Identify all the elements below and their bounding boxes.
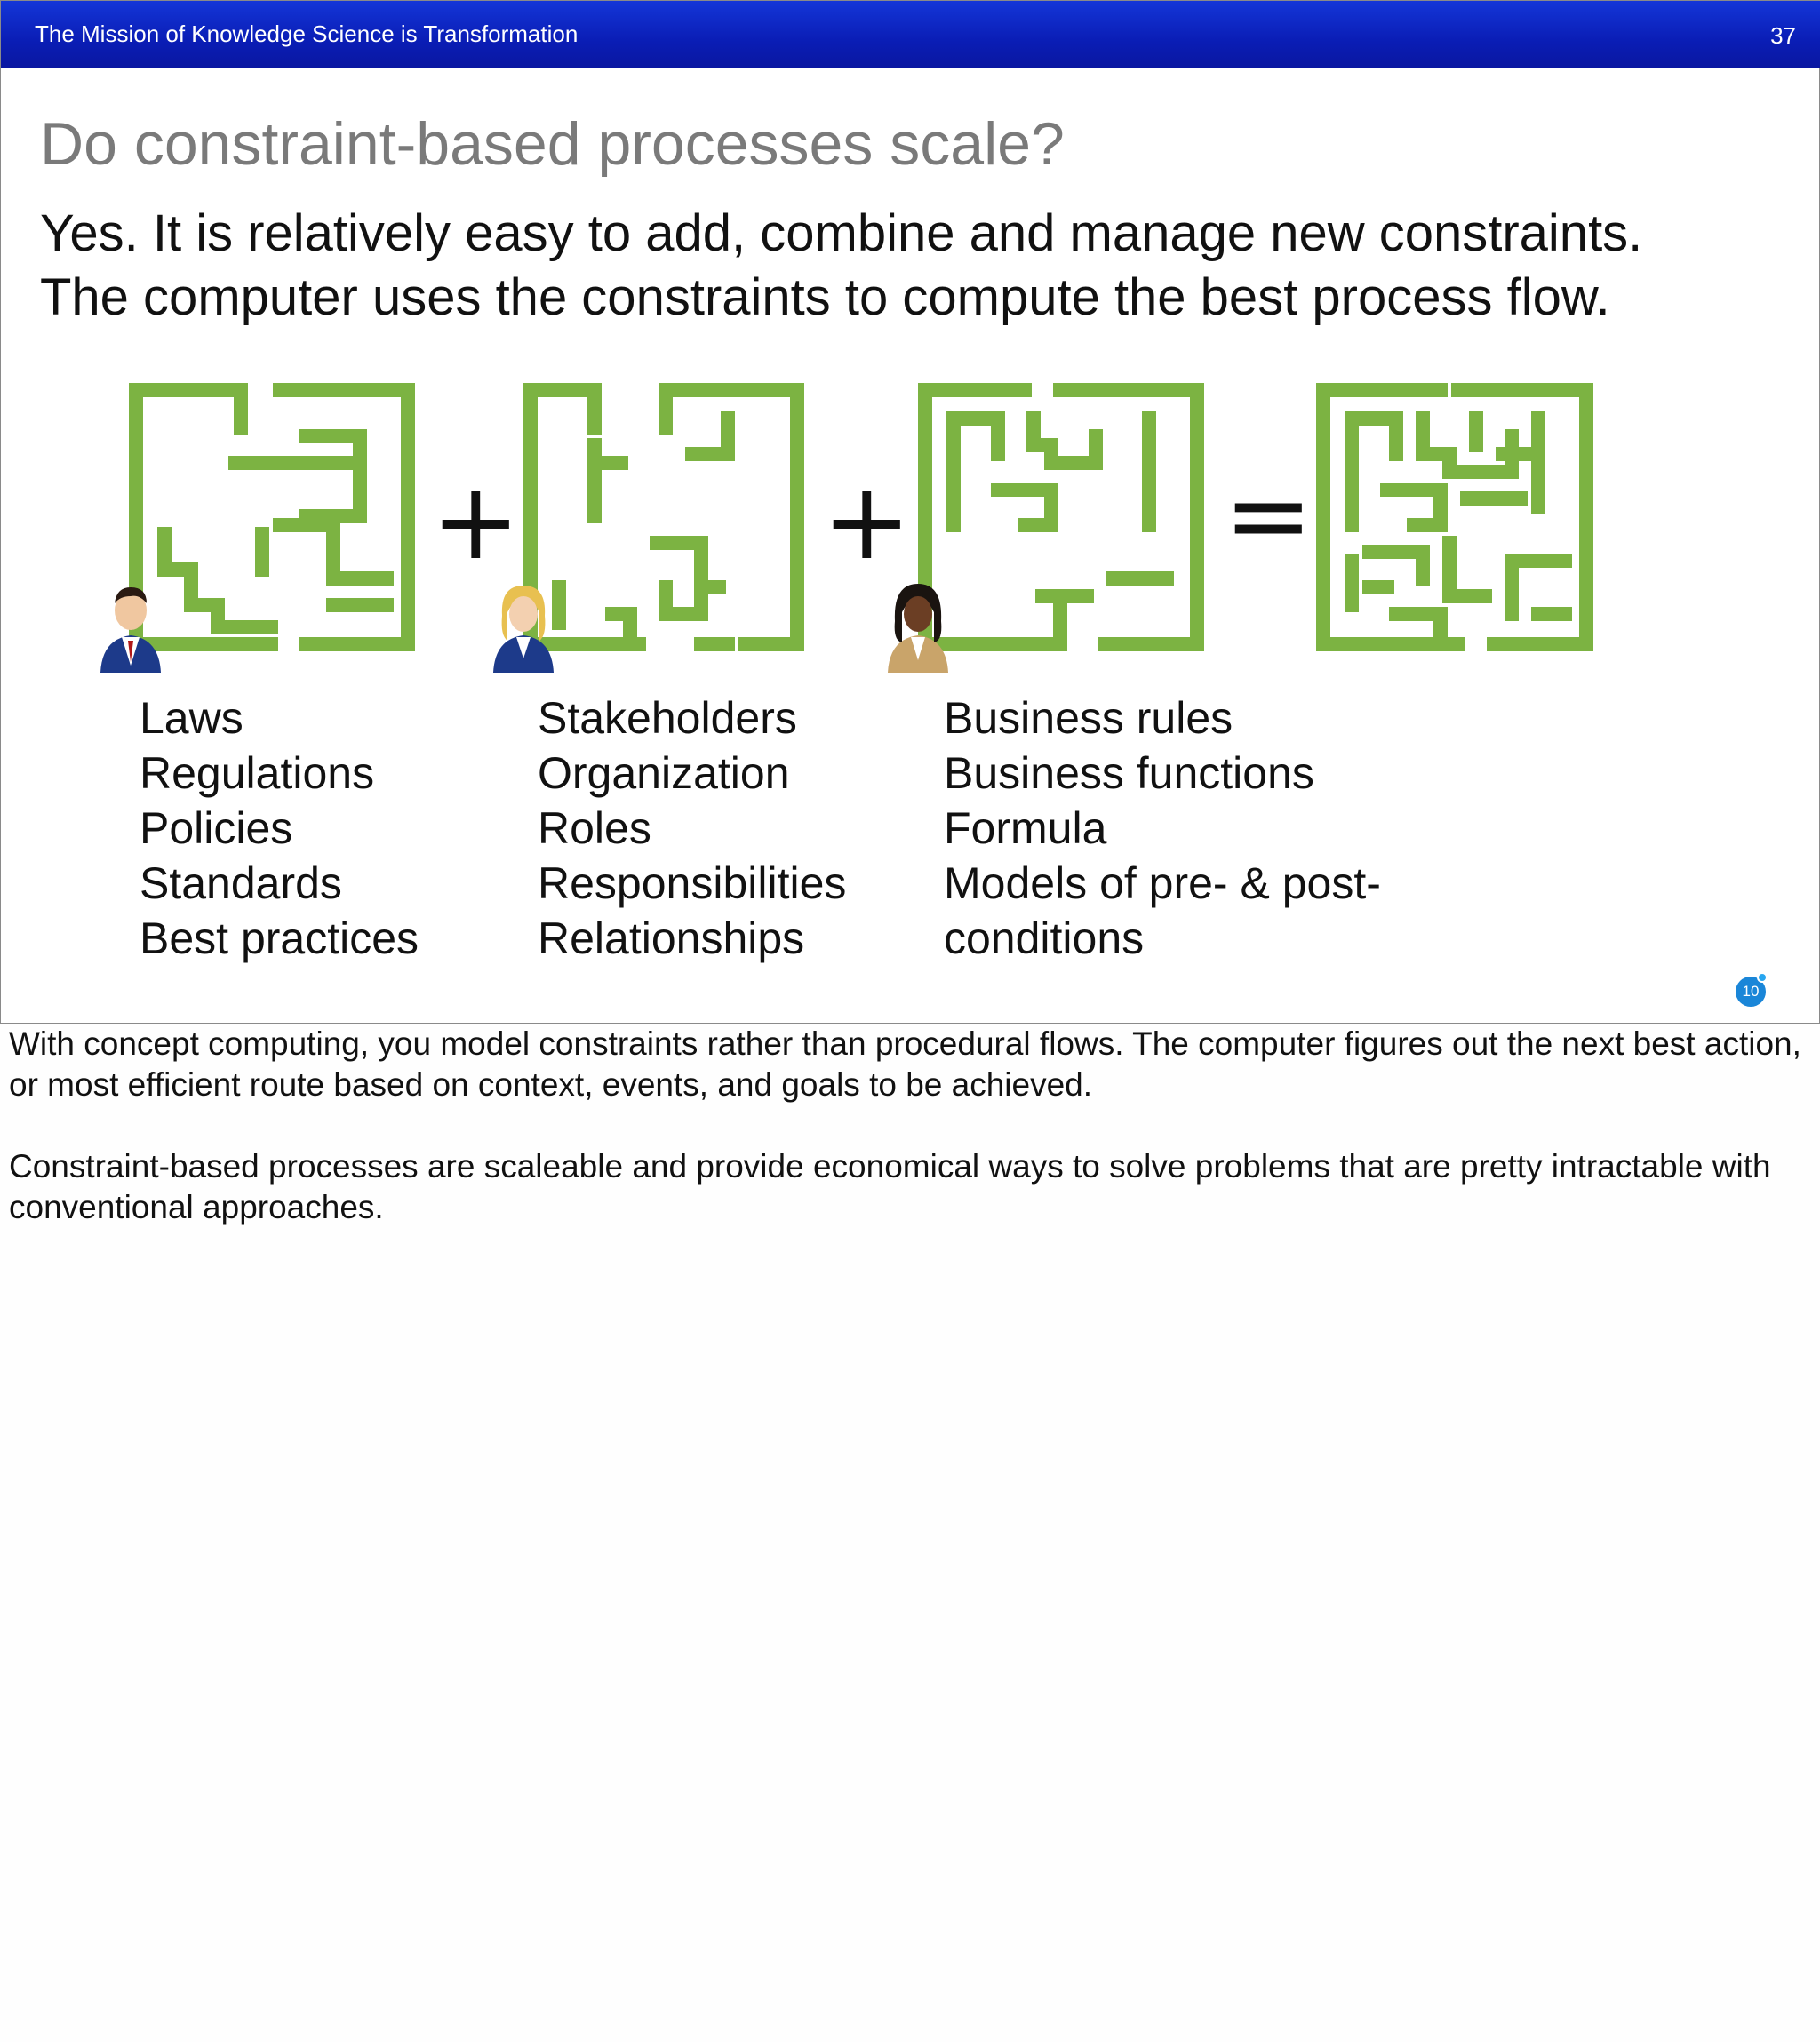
slide-badge: 10 bbox=[1736, 977, 1766, 1007]
slide-subtitle bbox=[40, 202, 1642, 330]
maze-business-rules-image bbox=[918, 383, 1204, 651]
page-number: 37 bbox=[1770, 22, 1796, 49]
header-bar bbox=[1, 1, 1820, 68]
equals-operator: = bbox=[1224, 454, 1313, 578]
list-business-rules bbox=[944, 690, 1381, 966]
plus-operator-2: + bbox=[822, 460, 912, 584]
list-item: Roles bbox=[538, 803, 651, 853]
maze-laws-image bbox=[129, 383, 415, 651]
blonde-woman-icon bbox=[488, 577, 559, 679]
man-in-suit-icon bbox=[95, 577, 166, 679]
maze-combined-image bbox=[1316, 383, 1593, 651]
badge-dot-icon bbox=[1757, 972, 1768, 983]
plus-operator-1: + bbox=[431, 460, 521, 584]
maze-stakeholders-image bbox=[523, 383, 804, 651]
notes-paragraph-1: With concept computing, you model constraints rather than procedural flows. The computer figures out the next best action, or most efficient route based on context, events, and goals to be achieved. bbox=[9, 1025, 1801, 1103]
list-item: Relationships bbox=[538, 913, 805, 963]
list-stakeholders bbox=[538, 690, 846, 966]
list-item: Laws bbox=[140, 693, 243, 743]
list-laws bbox=[140, 690, 419, 966]
list-item: Business rules bbox=[944, 693, 1233, 743]
slide-title: Do constraint-based processes scale? bbox=[40, 110, 1065, 178]
list-item: Policies bbox=[140, 803, 293, 853]
notes-paragraph-2: Constraint-based processes are scaleable and provide economical ways to solve problems that are pretty intractable with conventional approaches. bbox=[9, 1148, 1771, 1225]
header-title: The Mission of Knowledge Science is Transformation bbox=[35, 20, 579, 47]
dark-haired-woman-icon bbox=[882, 577, 954, 679]
list-item: Models of pre- & post- bbox=[944, 858, 1381, 908]
speaker-notes bbox=[9, 1024, 1804, 1269]
list-item: Organization bbox=[538, 748, 790, 798]
list-item: Standards bbox=[140, 858, 342, 908]
subtitle-line-1: Yes. It is relatively easy to add, combine and manage new constraints. bbox=[40, 204, 1643, 262]
list-item: conditions bbox=[944, 913, 1145, 963]
list-item: Responsibilities bbox=[538, 858, 847, 908]
subtitle-line-2: The computer uses the constraints to compute the best process flow. bbox=[40, 268, 1610, 326]
list-item: Business functions bbox=[944, 748, 1314, 798]
list-item: Formula bbox=[944, 803, 1107, 853]
list-item: Stakeholders bbox=[538, 693, 797, 743]
list-item: Regulations bbox=[140, 748, 375, 798]
list-item: Best practices bbox=[140, 913, 419, 963]
